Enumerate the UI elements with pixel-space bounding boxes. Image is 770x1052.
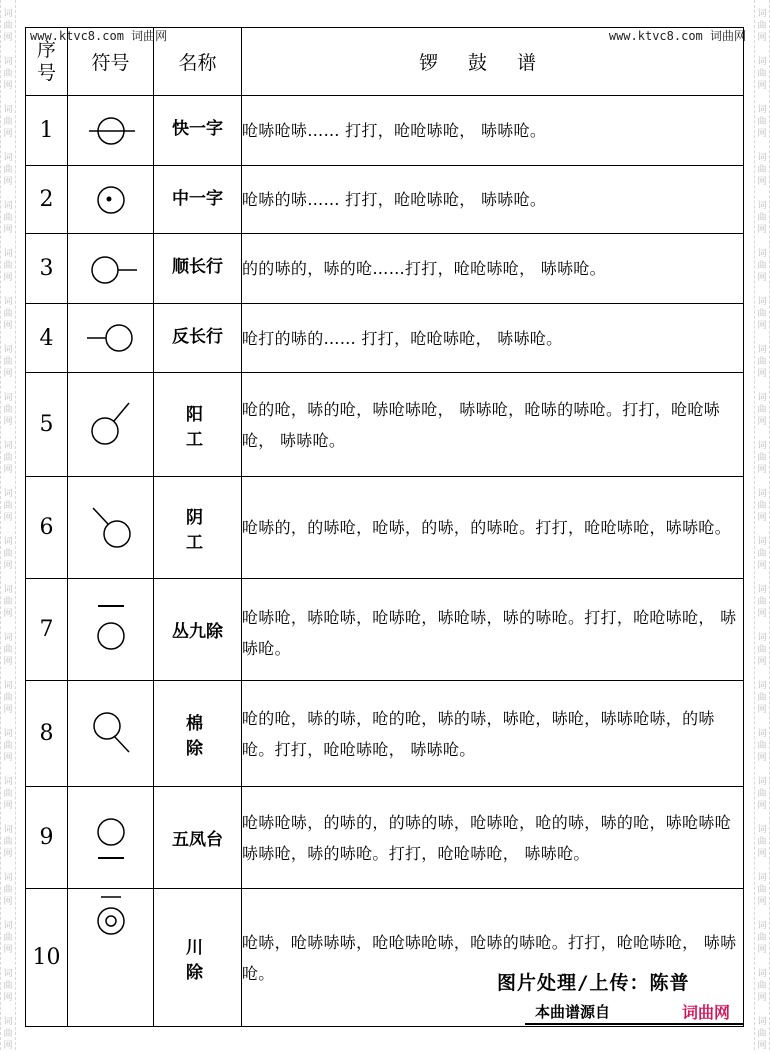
header-notation: 锣鼓谱 — [242, 28, 744, 96]
side-watermark: 词 曲 网 — [3, 969, 13, 1003]
row-number: 1 — [26, 96, 68, 166]
row-notation: 呛打的哧的…… 打打，呛呛哧呛， 哧哧呛。 — [242, 304, 744, 373]
table-row — [26, 234, 744, 304]
side-watermark: 词 曲 网 — [757, 105, 767, 139]
circle-line-left-icon — [81, 318, 141, 358]
table-row — [26, 787, 744, 889]
row-notation: 呛哧的，的哧呛，呛哧，的哧，的哧呛。打打，呛呛哧呛，哧哧呛。 — [242, 477, 744, 579]
side-watermark: 词 曲 网 — [757, 537, 767, 571]
side-watermark: 词 曲 网 — [757, 57, 767, 91]
upload-credit: 图片处理/上传：陈普 — [497, 972, 690, 994]
side-watermark: 词 曲 网 — [3, 537, 13, 571]
side-watermark: 词 曲 网 — [3, 681, 13, 715]
gong-drum-notation-table — [25, 27, 744, 1027]
side-watermark: 词 曲 网 — [3, 297, 13, 331]
header-row — [26, 28, 744, 96]
side-watermark: 词 曲 网 — [757, 297, 767, 331]
row-number: 3 — [26, 234, 68, 304]
side-watermark: 词 曲 网 — [757, 153, 767, 187]
circle-horizontal-line-icon — [81, 111, 141, 151]
side-watermark: 词 曲 网 — [757, 633, 767, 667]
side-watermark: 词 曲 网 — [757, 585, 767, 619]
side-watermark: 词 曲 网 — [757, 201, 767, 235]
side-watermark: 词 曲 网 — [3, 921, 13, 955]
side-watermark: 词 曲 网 — [757, 249, 767, 283]
double-circle-bar-above-icon — [81, 893, 141, 953]
row-name: 快一字 — [154, 96, 242, 166]
side-watermark: 词 曲 网 — [3, 585, 13, 619]
side-watermark: 词 曲 网 — [3, 1017, 13, 1051]
row-notation: 呛哧的哧…… 打打，呛呛哧呛， 哧哧呛。 — [242, 166, 744, 234]
row-notation: 呛哧呛哧，的哧的，的哧的哧，呛哧呛，呛的哧，哧的呛，哧呛哧呛哧哧呛，哧的哧呛。打打，呛呛哧呛， 哧哧呛。 — [242, 787, 744, 889]
table-row — [26, 889, 744, 1027]
row-notation: 呛哧呛，哧呛哧，呛哧呛，哧呛哧，哧的哧呛。打打，呛呛哧呛， 哧哧呛。 — [242, 579, 744, 681]
row-symbol — [68, 787, 154, 889]
row-symbol — [68, 96, 154, 166]
watermark-url-left: www.ktvc8.com 词曲网 — [30, 29, 168, 43]
row-notation: 呛的呛，哧的呛，哧呛哧呛， 哧哧呛，呛哧的哧呛。打打，呛呛哧呛， 哧哧呛。 — [242, 373, 744, 477]
side-watermark: 词 曲 网 — [3, 9, 13, 43]
row-number: 8 — [26, 681, 68, 787]
side-watermark: 词 曲 网 — [757, 921, 767, 955]
row-symbol — [68, 166, 154, 234]
row-symbol — [68, 681, 154, 787]
row-number: 2 — [26, 166, 68, 234]
row-symbol — [68, 579, 154, 681]
row-symbol — [68, 373, 154, 477]
table-row — [26, 96, 744, 166]
circle-bar-above-icon — [81, 600, 141, 660]
header-index — [26, 28, 68, 96]
side-watermark: 词 曲 网 — [3, 249, 13, 283]
row-name: 顺长行 — [154, 234, 242, 304]
side-watermark: 词 曲 网 — [3, 393, 13, 427]
side-watermark: 词 曲 网 — [757, 1017, 767, 1051]
side-watermark: 词 曲 网 — [3, 345, 13, 379]
header-index-bottom: 号 — [36, 61, 56, 84]
row-notation: 的的哧的，哧的呛……打打，呛呛哧呛， 哧哧呛。 — [242, 234, 744, 304]
row-number: 4 — [26, 304, 68, 373]
row-symbol — [68, 234, 154, 304]
side-watermark: 词 曲 网 — [757, 393, 767, 427]
table-row — [26, 304, 744, 373]
table-row — [26, 373, 744, 477]
side-watermark: 词 曲 网 — [3, 153, 13, 187]
table-row — [26, 681, 744, 787]
side-watermark: 词 曲 网 — [3, 873, 13, 907]
row-name: 中一字 — [154, 166, 242, 234]
row-name: 川 除 — [154, 889, 242, 1027]
table-row — [26, 477, 744, 579]
row-number: 10 — [26, 889, 68, 1027]
side-watermark: 词 曲 网 — [3, 105, 13, 139]
row-number: 7 — [26, 579, 68, 681]
row-notation: 呛哧，呛哧哧哧，呛呛哧呛哧，呛哧的哧呛。打打，呛呛哧呛， 哧哧呛。 — [242, 889, 744, 1027]
side-watermark: 词 曲 网 — [3, 825, 13, 859]
row-number: 5 — [26, 373, 68, 477]
row-name: 反长行 — [154, 304, 242, 373]
row-name: 阴 工 — [154, 477, 242, 579]
circle-line-up-right-icon — [81, 395, 141, 455]
row-notation: 呛的呛，哧的哧，呛的呛，哧的哧，哧呛，哧呛，哧哧呛哧，的哧呛。打打，呛呛哧呛， 哧哧呛。 — [242, 681, 744, 787]
side-watermark: 词 曲 网 — [3, 441, 13, 475]
row-name: 丛九除 — [154, 579, 242, 681]
table-row — [26, 166, 744, 234]
row-symbol — [68, 889, 154, 1027]
header-name: 名称 — [154, 28, 242, 96]
watermark-url-right: www.ktvc8.com 词曲网 — [608, 29, 746, 43]
row-name: 五凤台 — [154, 787, 242, 889]
circle-bar-below-icon — [81, 808, 141, 868]
circle-line-down-right-icon — [81, 704, 141, 764]
row-name: 阳 工 — [154, 373, 242, 477]
side-watermark: 词 曲 网 — [3, 489, 13, 523]
row-number: 6 — [26, 477, 68, 579]
site-logo: 词曲网 — [682, 1003, 731, 1022]
side-watermark: 词 曲 网 — [757, 441, 767, 475]
footer-rule — [525, 1023, 743, 1025]
right-watermark-strip — [754, 0, 770, 1050]
side-watermark: 词 曲 网 — [757, 969, 767, 1003]
side-watermark: 词 曲 网 — [3, 729, 13, 763]
side-watermark: 词 曲 网 — [757, 873, 767, 907]
side-watermark: 词 曲 网 — [757, 681, 767, 715]
left-watermark-strip — [0, 0, 16, 1050]
side-watermark: 词 曲 网 — [3, 777, 13, 811]
row-symbol — [68, 304, 154, 373]
table-row — [26, 579, 744, 681]
side-watermark: 词 曲 网 — [757, 729, 767, 763]
side-watermark: 词 曲 网 — [3, 633, 13, 667]
circle-line-up-left-icon — [81, 498, 141, 558]
side-watermark: 词 曲 网 — [757, 345, 767, 379]
header-symbol: 符号 — [68, 28, 154, 96]
row-symbol — [68, 477, 154, 579]
side-watermark: 词 曲 网 — [757, 777, 767, 811]
side-watermark: 词 曲 网 — [757, 9, 767, 43]
side-watermark: 词 曲 网 — [757, 825, 767, 859]
source-label: 本曲谱源自 — [535, 1003, 611, 1021]
row-name: 棉 除 — [154, 681, 242, 787]
circle-dot-icon — [81, 180, 141, 220]
circle-line-right-icon — [81, 249, 141, 289]
side-watermark: 词 曲 网 — [3, 57, 13, 91]
side-watermark: 词 曲 网 — [3, 201, 13, 235]
side-watermark: 词 曲 网 — [757, 489, 767, 523]
row-notation: 呛哧呛哧…… 打打，呛呛哧呛， 哧哧呛。 — [242, 96, 744, 166]
row-number: 9 — [26, 787, 68, 889]
header-index-top: 序 — [36, 38, 56, 61]
